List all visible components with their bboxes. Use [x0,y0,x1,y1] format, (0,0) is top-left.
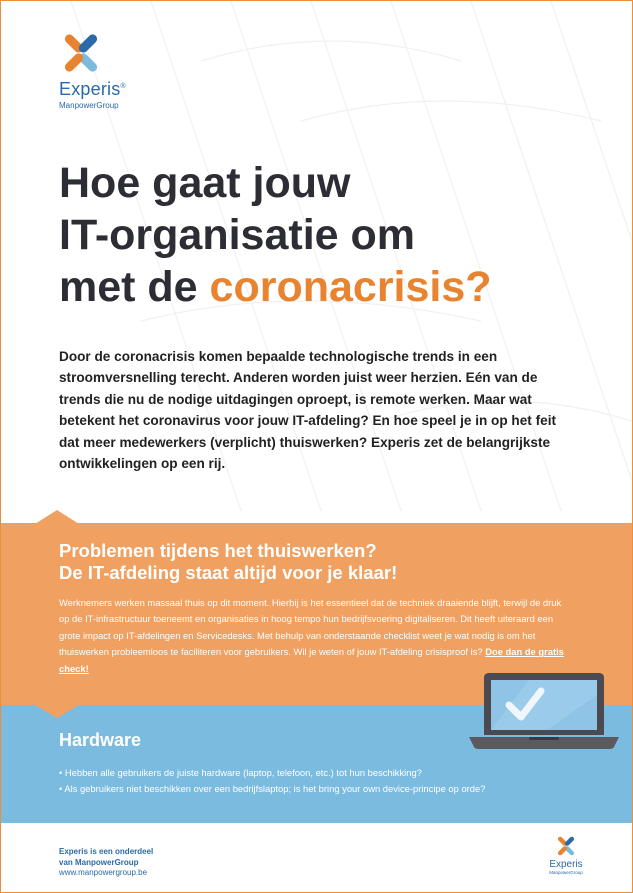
title-line-1: Hoe gaat jouw [59,159,351,207]
hardware-heading: Hardware [59,730,142,750]
section-notch [35,510,79,524]
footer-line-2: van ManpowerGroup [59,857,139,867]
page-title [59,157,599,313]
section-heading [59,540,579,584]
title-line-3: met de [59,263,210,311]
brand-name: Experis® [59,79,126,99]
section-heading-line-1: Problemen tijdens het thuiswerken? [59,540,377,561]
experis-logo[interactable] [59,31,139,110]
footer-logo[interactable] [541,835,591,875]
footer-brand-name: Experis [549,859,583,870]
footer-brand-subtitle: ManpowerGroup [549,870,583,875]
free-check-link[interactable]: Doe dan de gratis check! [59,646,564,674]
section-heading-line-2: De IT-afdeling staat altijd voor je klaar! [59,562,398,583]
hardware-notch [35,705,79,718]
experis-x-logo-icon [59,31,103,75]
section-body-text: Werknemers werken massaal thuis op dit moment. Hierbij is het essentieel dat de techniek draaiende blijft, terwijl de druk op de IT-infrastructuur toeneemt en organisaties in hoog tempo hun bedrijfsvoering digitaliseren. Dit heeft uiteraard een grote impact op IT-afdelingen en Servicedesks. Met behulp van onderstaande checklist weet je wat nodig is om het thuiswerken probleemloos te faciliteren voor gebruikers. Wil je weten of jouw IT-afdeling crisisproof is? [59,597,562,658]
checklist-item: • Hebben alle gebruikers de juiste hardware (laptop, telefoon, etc.) tot hun beschikking? [59,765,599,781]
title-line-2: IT-organisatie om [59,211,416,259]
footer-info [59,847,153,879]
laptop-checkmark-icon [469,665,619,751]
intro-paragraph: Door de coronacrisis komen bepaalde technologische trends in een stroomversnelling terecht. Anderen worden juist weer herzien. Eén van de trends die nu de nodige uitdagingen oproept, is remote werken. Maar wat betekent het coronavirus voor jouw IT-afdeling? En hoe speel je in op het feit dat meer medewerkers (verplicht) thuiswerken? Experis zet de belangrijkste ontwikkelingen op een rij. [59,349,556,472]
footer-line-1: Experis is een onderdeel [59,847,154,856]
brand-subtitle: ManpowerGroup [59,101,119,110]
title-highlight: coronacrisis? [209,263,492,311]
footer-x-logo-icon [555,835,577,857]
footer-url-link[interactable]: www.manpowergroup.be [59,868,148,877]
checklist-item: • Als gebruikers niet beschikken over een bedrijfslaptop; is het bring your own device-principe op orde? [59,781,599,797]
hardware-checklist [59,765,599,796]
